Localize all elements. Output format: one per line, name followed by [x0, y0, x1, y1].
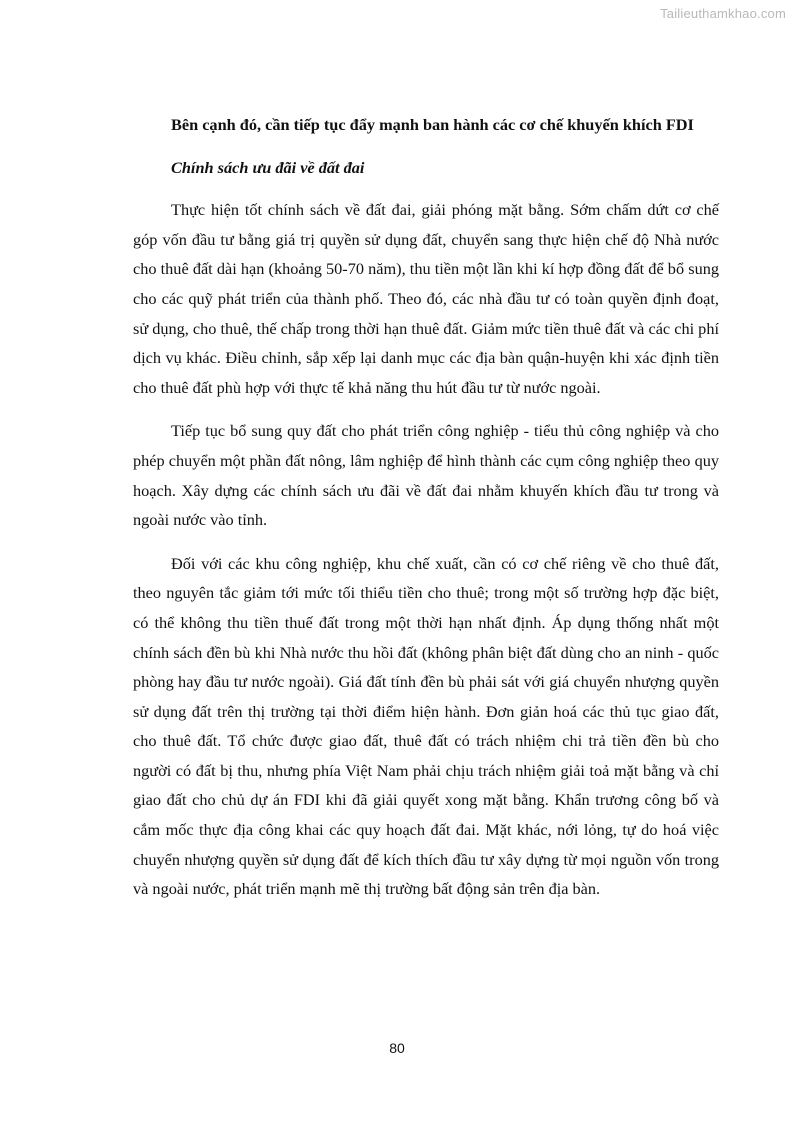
paragraph-3: Đối với các khu công nghiệp, khu chế xuất, cần có cơ chế riêng về cho thuê đất, theo nguyên tắc giảm tới mức tối thiểu tiền cho thuê; trong một số trường hợp đặc biệt, có thể không thu tiền thuế đất trong một thời hạn nhất định. Áp dụng thống nhất một chính sách đền bù khi Nhà nước thu hồi đất (không phân biệt đất dùng cho an ninh - quốc phòng hay đầu tư nước ngoài). Giá đất tính đền bù phải sát với giá chuyển nhượng quyền sử dụng đất trên thị trường tại thời điểm hiện hành. Đơn giản hoá các thủ tục giao đất, cho thuê đất. Tổ chức được giao đất, thuê đất có trách nhiệm chi trả tiền đền bù cho người có đất bị thu, nhưng phía Việt Nam phải chịu trách nhiệm giải toả mặt bằng và chỉ giao đất cho chủ dự án FDI khi đã giải quyết xong mặt bằng. Khẩn trương công bố và cắm mốc thực địa công khai các quy hoạch đất đai. Mặt khác, nới lỏng, tự do hoá việc chuyển nhượng quyền sử dụng đất để kích thích đầu tư xây dựng từ mọi nguồn vốn trong và ngoài nước, phát triển mạnh mẽ thị trường bất động sản trên địa bàn.	[133, 553, 719, 899]
page-number: 80	[389, 1040, 405, 1056]
section-heading: Bên cạnh đó, cần tiếp tục đẩy mạnh ban hành các cơ chế khuyến khích FDI	[171, 115, 694, 134]
subsection-heading: Chính sách ưu đãi về đất đai	[171, 157, 365, 177]
paragraph-1: Thực hiện tốt chính sách về đất đai, giải phóng mặt bằng. Sớm chấm dứt cơ chế góp vốn đầu tư bằng giá trị quyền sử dụng đất, chuyển sang thực hiện chế độ Nhà nước cho thuê đất dài hạn (khoảng 50-70 năm), thu tiền một lần khi kí hợp đồng đất để bổ sung cho các quỹ phát triển của thành phố. Theo đó, các nhà đầu tư có toàn quyền định đoạt, sử dụng, cho thuê, thế chấp trong thời hạn thuê đất. Giảm mức tiền thuê đất và các chi phí dịch vụ khác. Điều chỉnh, sắp xếp lại danh mục các địa bàn quận-huyện khi xác định tiền cho thuê đất phù hợp với thực tế khả năng thu hút đầu tư từ nước ngoài.	[133, 200, 719, 397]
watermark-text: Tailieuthamkhao.com	[660, 6, 786, 21]
document-body	[133, 110, 719, 918]
paragraph-2: Tiếp tục bổ sung quy đất cho phát triển công nghiệp - tiểu thủ công nghiệp và cho phép chuyển một phần đất nông, lâm nghiệp để hình thành các cụm công nghiệp theo quy hoạch. Xây dựng các chính sách ưu đãi về đất đai nhằm khuyến khích đầu tư trong và ngoài nước vào tỉnh.	[133, 421, 719, 530]
